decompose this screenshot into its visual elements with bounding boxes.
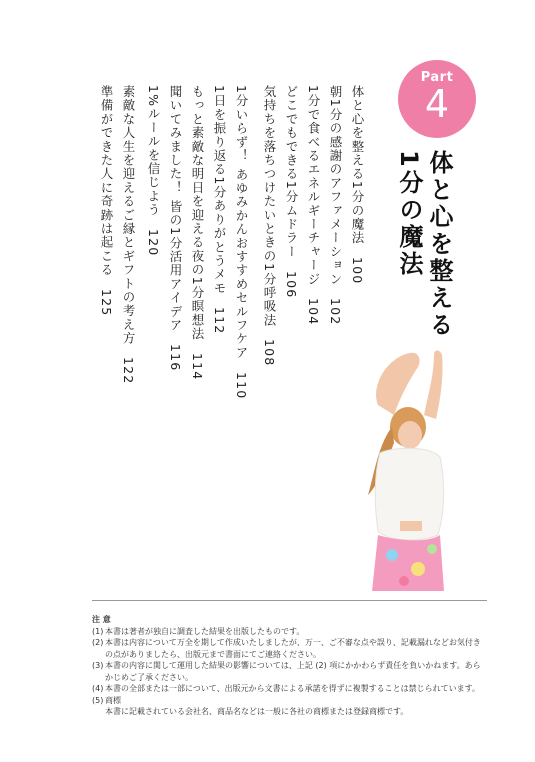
notice-item [92, 683, 487, 695]
toc-entry-10 [145, 85, 161, 256]
toc-entry-4 [283, 85, 299, 298]
toc-page-number: 125 [99, 288, 114, 317]
notice-marker: (2) [92, 638, 104, 647]
toc-title: どこでもできる1分ムドラー [284, 85, 299, 259]
toc-page-number: 102 [328, 297, 343, 326]
toc-page-number: 106 [284, 270, 299, 299]
toc-title: 聞いてみました！ 皆の1分活用アイデア [168, 85, 183, 333]
notice-text: 商標 [105, 695, 121, 705]
toc-title: 体と心を整える1分の魔法 [350, 85, 365, 245]
notice-item [92, 637, 487, 660]
toc-page-number: 116 [168, 344, 183, 372]
notice-marker: (1) [92, 626, 104, 636]
toc-entry-1 [349, 85, 365, 284]
notice-item [92, 695, 487, 707]
part-label: Part [420, 70, 454, 85]
woman-stretching-photo [348, 345, 456, 591]
toc-title: 1%ルールを信じよう [146, 85, 161, 217]
notice-marker: (3) [92, 661, 104, 670]
notice-text: 本書の全部または一部について、出版元から文書による承諾を得ずに複製することは禁じられています。 [105, 684, 481, 693]
toc-entry-7 [211, 85, 227, 335]
notice-section [92, 600, 487, 718]
chapter-title-line-2: 1分の魔法 [395, 150, 423, 278]
notice-heading: 注 意 [92, 615, 111, 624]
toc-title: 1分で食べるエネルギーチャージ [306, 85, 321, 286]
toc-title: もっと素敵な明日を迎える夜の1分瞑想法 [190, 85, 205, 341]
toc-page-number: 108 [262, 339, 277, 367]
notice-marker: (4) [92, 684, 104, 693]
toc-entry-6 [233, 85, 249, 399]
toc-page-number: 114 [190, 352, 205, 381]
chapter-title-line-1: 体と心を整える [425, 150, 453, 339]
toc-title: 1日を振り返る1分ありがとうメモ [212, 85, 227, 296]
part-badge [398, 60, 476, 138]
toc-entry-8 [189, 85, 205, 380]
toc-page-number: 122 [121, 357, 136, 385]
toc-title: 気持ちを落ちつけたいときの1分呼吸法 [262, 85, 277, 328]
toc-page-number: 112 [212, 307, 227, 335]
toc-page-number: 110 [234, 371, 249, 400]
toc-entry-9 [167, 85, 183, 372]
toc-entry-12 [98, 85, 114, 316]
notice-marker: (5) [92, 695, 104, 705]
notice-item [92, 660, 487, 683]
notice-text: 本書の内容に関して運用した結果の影響については、上記 (2) 項にかかわらず責任を負いかねます。あらかじめご了承ください。 [105, 661, 481, 682]
toc-title: 準備ができた人に奇跡は起こる [99, 85, 114, 277]
trademark-detail: 本書に記載されている会社名、商品名などは一般に各社の商標または登録商標です。 [105, 707, 409, 716]
toc-entry-5 [261, 85, 277, 367]
toc-title: 素敵な人生を迎えるご縁とギフトの考え方 [121, 85, 136, 346]
notice-item [92, 626, 487, 638]
toc-page-number: 104 [306, 297, 321, 326]
toc-title: 1分いらず！ あゆみかんおすすめセルフケア [234, 85, 249, 360]
notice-text: 本書は内容について万全を期して作成いたしましたが、万一、ご不審な点や誤り、記載漏れなどお気付きの点がありましたら、出版元まで書面にてご連絡ください。 [105, 638, 481, 659]
toc-page-number: 100 [350, 256, 365, 285]
notice-text: 本書は著者が独自に調査した結果を出版したものです。 [105, 626, 305, 636]
toc-entry-3 [305, 85, 321, 325]
part-number: 4 [424, 82, 450, 126]
toc-title: 朝1分の感謝のアファメーション [328, 85, 343, 286]
toc-entry-11 [120, 85, 136, 385]
toc-entry-2 [327, 85, 343, 325]
toc-page-number: 120 [146, 228, 161, 257]
